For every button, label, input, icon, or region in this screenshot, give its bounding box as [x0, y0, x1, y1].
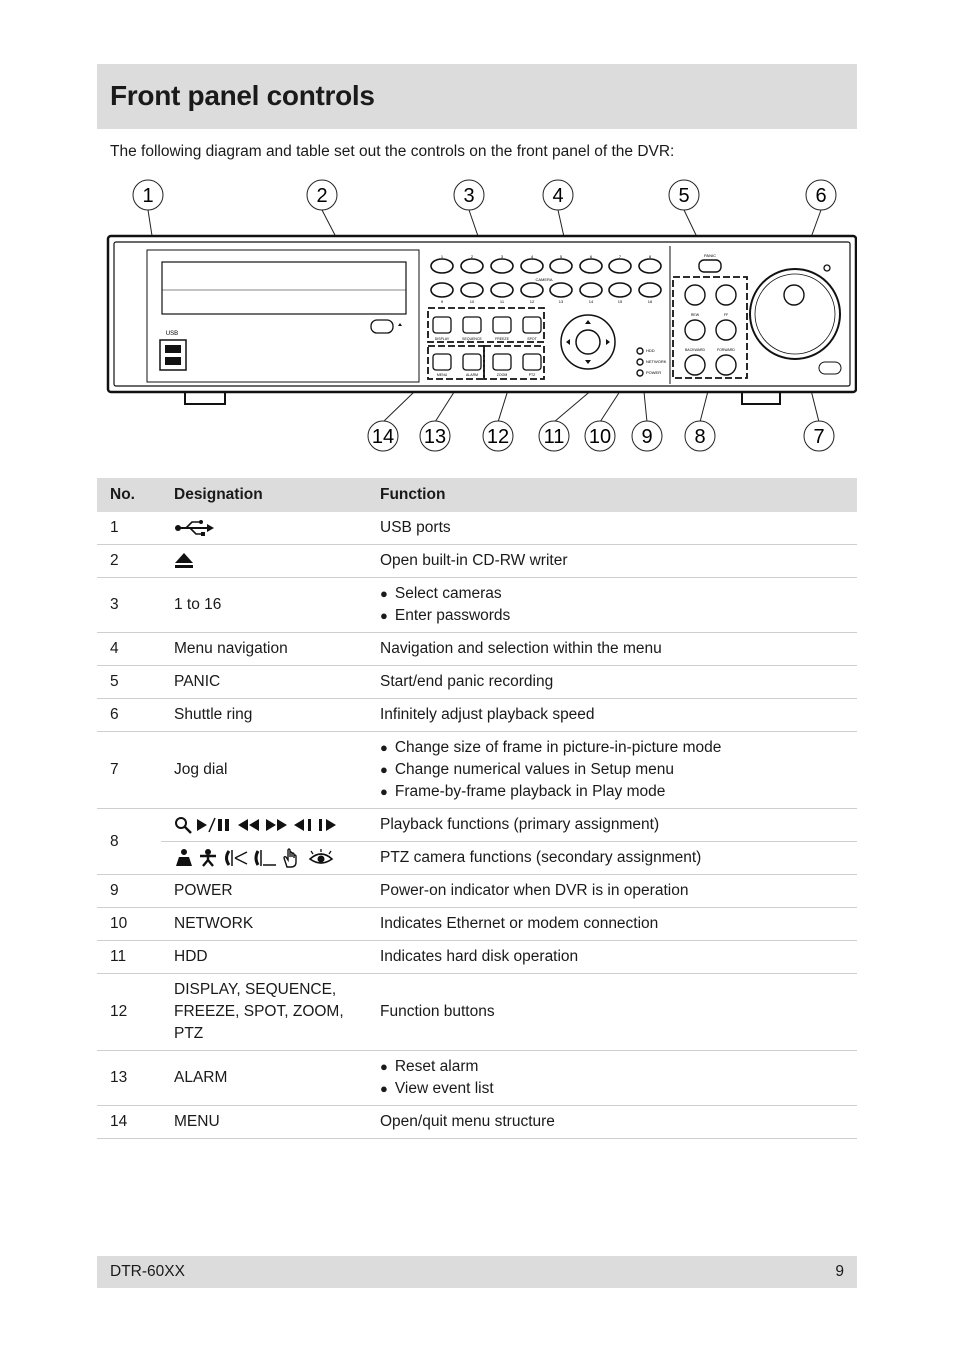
table-row: 8 Playback functions (primary assignment)	[97, 809, 857, 842]
svg-text:DISPLAY: DISPLAY	[434, 337, 450, 341]
table-row: 14 MENU Open/quit menu structure	[97, 1106, 857, 1139]
table-row: 3 1 to 16 ● Select cameras ● Enter passwords	[97, 578, 857, 633]
svg-text:10: 10	[588, 426, 612, 448]
header-designation: Designation	[161, 478, 367, 512]
svg-text:12: 12	[486, 426, 510, 448]
focus-far-icon	[253, 849, 277, 867]
title-bar	[97, 64, 857, 129]
callout-11	[539, 421, 569, 451]
svg-text:9: 9	[641, 426, 653, 448]
svg-text:13: 13	[423, 426, 447, 448]
table-row: 6 Shuttle ring Infinitely adjust playback speed	[97, 699, 857, 732]
svg-text:10: 10	[469, 299, 475, 304]
svg-text:CAMERA: CAMERA	[535, 277, 553, 282]
table-header-row	[97, 478, 857, 512]
callout-13	[420, 421, 450, 451]
eject-icon	[174, 552, 194, 570]
svg-text:8: 8	[694, 426, 706, 448]
svg-text:9: 9	[440, 299, 444, 304]
backward-frame-icon	[293, 818, 313, 832]
callout-2	[307, 180, 337, 210]
callout-4	[543, 180, 573, 210]
svg-text:SEQUENCE: SEQUENCE	[462, 337, 482, 341]
svg-text:3: 3	[500, 254, 504, 259]
svg-text:11: 11	[543, 426, 565, 448]
eye-icon	[308, 849, 334, 867]
usb-icon	[174, 520, 214, 536]
svg-text:ZOOM: ZOOM	[496, 373, 508, 377]
svg-text:HDD: HDD	[646, 348, 655, 353]
callout-7	[804, 421, 834, 451]
svg-text:12: 12	[529, 299, 535, 304]
controls-table	[97, 478, 857, 1139]
svg-text:FORWARD: FORWARD	[717, 348, 735, 352]
table-row: 11 HDD Indicates hard disk operation	[97, 941, 857, 974]
callout-8	[685, 421, 715, 451]
table-row: PTZ camera functions (secondary assignment)	[97, 842, 857, 875]
callout-6	[806, 180, 836, 210]
svg-text:8: 8	[648, 254, 652, 259]
svg-text:MENU: MENU	[436, 373, 448, 377]
callout-14	[368, 421, 398, 451]
svg-text:11: 11	[499, 299, 505, 304]
callout-1	[133, 180, 163, 210]
focus-near-icon	[223, 849, 249, 867]
table-row: 5 PANIC Start/end panic recording	[97, 666, 857, 699]
intro-text: The following diagram and table set out the controls on the front panel of the DVR:	[110, 143, 675, 160]
svg-text:2: 2	[470, 254, 474, 259]
page-title: Front panel controls	[110, 80, 375, 111]
table-row: 2 Open built-in CD-RW writer	[97, 545, 857, 578]
svg-text:14: 14	[371, 426, 395, 448]
svg-text:NETWORK: NETWORK	[646, 359, 667, 364]
table-row: 13 ALARM ● Reset alarm ● View event list	[97, 1051, 857, 1106]
svg-text:6: 6	[589, 254, 593, 259]
status-leds	[637, 348, 643, 376]
page-footer	[97, 1256, 857, 1288]
svg-text:USB: USB	[165, 331, 179, 337]
play-pause-icon	[196, 817, 232, 833]
svg-text:14: 14	[588, 299, 594, 304]
svg-text:1: 1	[142, 185, 154, 207]
svg-text:BACKWARD: BACKWARD	[684, 348, 706, 352]
svg-text:15: 15	[617, 299, 623, 304]
svg-text:REW: REW	[690, 313, 700, 317]
rewind-icon	[237, 818, 261, 832]
table-row: 9 POWER Power-on indicator when DVR is in operation	[97, 875, 857, 908]
svg-text:ALARM: ALARM	[465, 373, 479, 377]
svg-text:4: 4	[530, 254, 534, 259]
table-row: 4 Menu navigation Navigation and selection within the menu	[97, 633, 857, 666]
hand-icon	[281, 848, 303, 868]
svg-text:FF: FF	[723, 313, 729, 317]
forward-frame-icon	[318, 818, 338, 832]
svg-text:PTZ: PTZ	[528, 373, 536, 377]
fast-forward-icon	[265, 818, 289, 832]
header-function: Function	[367, 478, 857, 512]
callout-3	[454, 180, 484, 210]
svg-text:7: 7	[813, 426, 825, 448]
footer-model: DTR-60XX	[110, 1263, 185, 1280]
callout-10	[585, 421, 615, 451]
svg-text:3: 3	[463, 185, 475, 207]
svg-text:5: 5	[559, 254, 563, 259]
svg-text:SPOT: SPOT	[527, 337, 537, 341]
front-panel-diagram	[97, 170, 857, 460]
header-no: No.	[97, 478, 161, 512]
svg-text:16: 16	[647, 299, 653, 304]
svg-text:1: 1	[440, 254, 444, 259]
svg-text:7: 7	[618, 254, 622, 259]
callout-9	[632, 421, 662, 451]
table-row: 10 NETWORK Indicates Ethernet or modem connection	[97, 908, 857, 941]
person-arms-icon	[198, 849, 218, 867]
callouts-bottom	[368, 421, 834, 451]
svg-text:13: 13	[558, 299, 564, 304]
callout-12	[483, 421, 513, 451]
svg-text:5: 5	[678, 185, 690, 207]
table-row: 1 USB ports	[97, 512, 857, 545]
svg-text:PANIC: PANIC	[704, 253, 716, 258]
svg-text:POWER: POWER	[646, 370, 662, 375]
svg-text:4: 4	[552, 185, 564, 207]
table-row: 12 DISPLAY, SEQUENCE, FREEZE, SPOT, ZOOM, PTZ Function buttons	[97, 974, 857, 1051]
svg-text:2: 2	[316, 185, 328, 207]
person-icon	[174, 849, 194, 867]
callout-5	[669, 180, 699, 210]
table-row: 7 Jog dial ● Change size of frame in picture-in-picture mode ● Change numerical values in Setup menu ● Frame-by-frame playback in Play mode	[97, 732, 857, 809]
search-icon	[174, 816, 192, 834]
callouts-top	[133, 180, 836, 210]
footer-page-number: 9	[835, 1263, 844, 1280]
svg-text:FREEZE: FREEZE	[495, 337, 509, 341]
svg-text:6: 6	[815, 185, 827, 207]
